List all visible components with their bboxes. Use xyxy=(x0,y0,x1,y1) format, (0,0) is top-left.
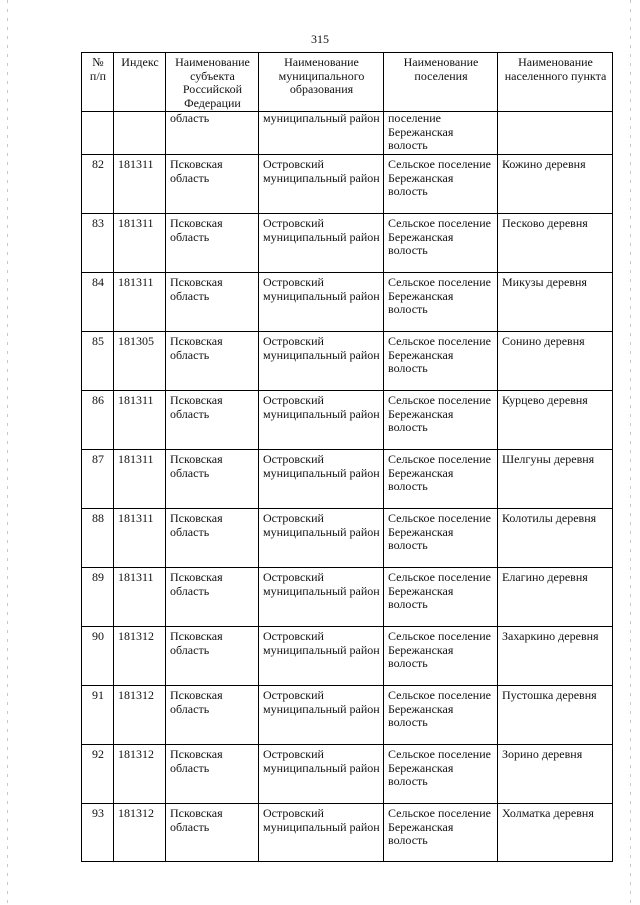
cell-municipality: Островский муниципальный район xyxy=(259,686,384,745)
cell-subject: Псковская область xyxy=(166,686,259,745)
table-row xyxy=(82,627,613,686)
table-header-row xyxy=(82,53,613,112)
cell-index: 181312 xyxy=(114,686,166,745)
cell-subject: Псковская область xyxy=(166,568,259,627)
cell-locality: Зорино деревня xyxy=(498,745,613,804)
cell-number: 89 xyxy=(82,568,114,627)
cell-municipality: муниципальный район xyxy=(259,112,384,155)
cell-number: 85 xyxy=(82,332,114,391)
table-row xyxy=(82,804,613,862)
table-row xyxy=(82,450,613,509)
cell-index: 181312 xyxy=(114,804,166,862)
cell-municipality: Островский муниципальный район xyxy=(259,155,384,214)
header-settlement: Наименование поселения xyxy=(384,53,498,112)
page-number: 315 xyxy=(311,32,329,46)
cell-municipality: Островский муниципальный район xyxy=(259,391,384,450)
cell-index: 181312 xyxy=(114,745,166,804)
cell-settlement: Сельское поселение Бережанская волость xyxy=(384,155,498,214)
cell-number: 91 xyxy=(82,686,114,745)
table-row xyxy=(82,509,613,568)
table-row xyxy=(82,568,613,627)
header-locality: Наименование населенного пункта xyxy=(498,53,613,112)
header-index: Индекс xyxy=(114,53,166,112)
cell-municipality: Островский муниципальный район xyxy=(259,509,384,568)
cell-municipality: Островский муниципальный район xyxy=(259,627,384,686)
cell-municipality: Островский муниципальный район xyxy=(259,745,384,804)
cell-subject: Псковская область xyxy=(166,745,259,804)
cell-subject: Псковская область xyxy=(166,509,259,568)
cell-number: 84 xyxy=(82,273,114,332)
cell-settlement: Сельское поселение Бережанская волость xyxy=(384,273,498,332)
cell-locality xyxy=(498,112,613,155)
cell-settlement: Сельское поселение Бережанская волость xyxy=(384,391,498,450)
cell-index: 181305 xyxy=(114,332,166,391)
cell-subject: Псковская область xyxy=(166,627,259,686)
cell-settlement: Сельское поселение Бережанская волость xyxy=(384,745,498,804)
table-row xyxy=(82,155,613,214)
cell-settlement: Сельское поселение Бережанская волость xyxy=(384,627,498,686)
cell-index: 181311 xyxy=(114,155,166,214)
cell-municipality: Островский муниципальный район xyxy=(259,273,384,332)
cell-subject: Псковская область xyxy=(166,804,259,862)
cell-number: 83 xyxy=(82,214,114,273)
cell-locality: Пустошка деревня xyxy=(498,686,613,745)
cell-settlement: Сельское поселение Бережанская волость xyxy=(384,214,498,273)
cell-number: 93 xyxy=(82,804,114,862)
cell-locality: Колотилы деревня xyxy=(498,509,613,568)
cell-number: 82 xyxy=(82,155,114,214)
header-number: № п/п xyxy=(82,53,114,112)
settlements-table xyxy=(81,52,613,862)
cell-index: 181312 xyxy=(114,627,166,686)
cell-locality: Захаркино деревня xyxy=(498,627,613,686)
cell-subject: Псковская область xyxy=(166,332,259,391)
cell-index: 181311 xyxy=(114,509,166,568)
cell-municipality: Островский муниципальный район xyxy=(259,568,384,627)
cell-number: 87 xyxy=(82,450,114,509)
cell-number: 90 xyxy=(82,627,114,686)
cell-index xyxy=(114,112,166,155)
cell-locality: Холматка деревня xyxy=(498,804,613,862)
continuation-row xyxy=(82,112,613,155)
cell-index: 181311 xyxy=(114,273,166,332)
cell-municipality: Островский муниципальный район xyxy=(259,332,384,391)
cell-number: 92 xyxy=(82,745,114,804)
cell-locality: Кожино деревня xyxy=(498,155,613,214)
cell-index: 181311 xyxy=(114,214,166,273)
cell-subject: область xyxy=(166,112,259,155)
cell-locality: Елагино деревня xyxy=(498,568,613,627)
cell-locality: Песково деревня xyxy=(498,214,613,273)
cell-index: 181311 xyxy=(114,391,166,450)
cell-settlement: поселение Бережанская волость xyxy=(384,112,498,155)
cell-municipality: Островский муниципальный район xyxy=(259,214,384,273)
cell-settlement: Сельское поселение Бережанская волость xyxy=(384,332,498,391)
cell-settlement: Сельское поселение Бережанская волость xyxy=(384,686,498,745)
cell-locality: Шелгуны деревня xyxy=(498,450,613,509)
cell-subject: Псковская область xyxy=(166,391,259,450)
table-row xyxy=(82,745,613,804)
cell-settlement: Сельское поселение Бережанская волость xyxy=(384,509,498,568)
cell-locality: Курцево деревня xyxy=(498,391,613,450)
cell-municipality: Островский муниципальный район xyxy=(259,450,384,509)
header-subject: Наименование субъекта Российской Федерации xyxy=(166,53,259,112)
table-row xyxy=(82,686,613,745)
cell-subject: Псковская область xyxy=(166,214,259,273)
cell-number xyxy=(82,112,114,155)
table-row xyxy=(82,273,613,332)
table-row xyxy=(82,214,613,273)
cell-municipality: Островский муниципальный район xyxy=(259,804,384,862)
cell-subject: Псковская область xyxy=(166,155,259,214)
cell-locality: Микузы деревня xyxy=(498,273,613,332)
header-municipality: Наименование муниципального образования xyxy=(259,53,384,112)
table-row xyxy=(82,332,613,391)
cell-number: 88 xyxy=(82,509,114,568)
cell-settlement: Сельское поселение Бережанская волость xyxy=(384,804,498,862)
cell-locality: Сонино деревня xyxy=(498,332,613,391)
cell-number: 86 xyxy=(82,391,114,450)
cell-index: 181311 xyxy=(114,568,166,627)
scan-edge-right xyxy=(630,0,631,905)
cell-settlement: Сельское поселение Бережанская волость xyxy=(384,450,498,509)
cell-subject: Псковская область xyxy=(166,450,259,509)
table-row xyxy=(82,391,613,450)
scan-edge-left xyxy=(7,0,8,905)
cell-index: 181311 xyxy=(114,450,166,509)
cell-settlement: Сельское поселение Бережанская волость xyxy=(384,568,498,627)
cell-subject: Псковская область xyxy=(166,273,259,332)
